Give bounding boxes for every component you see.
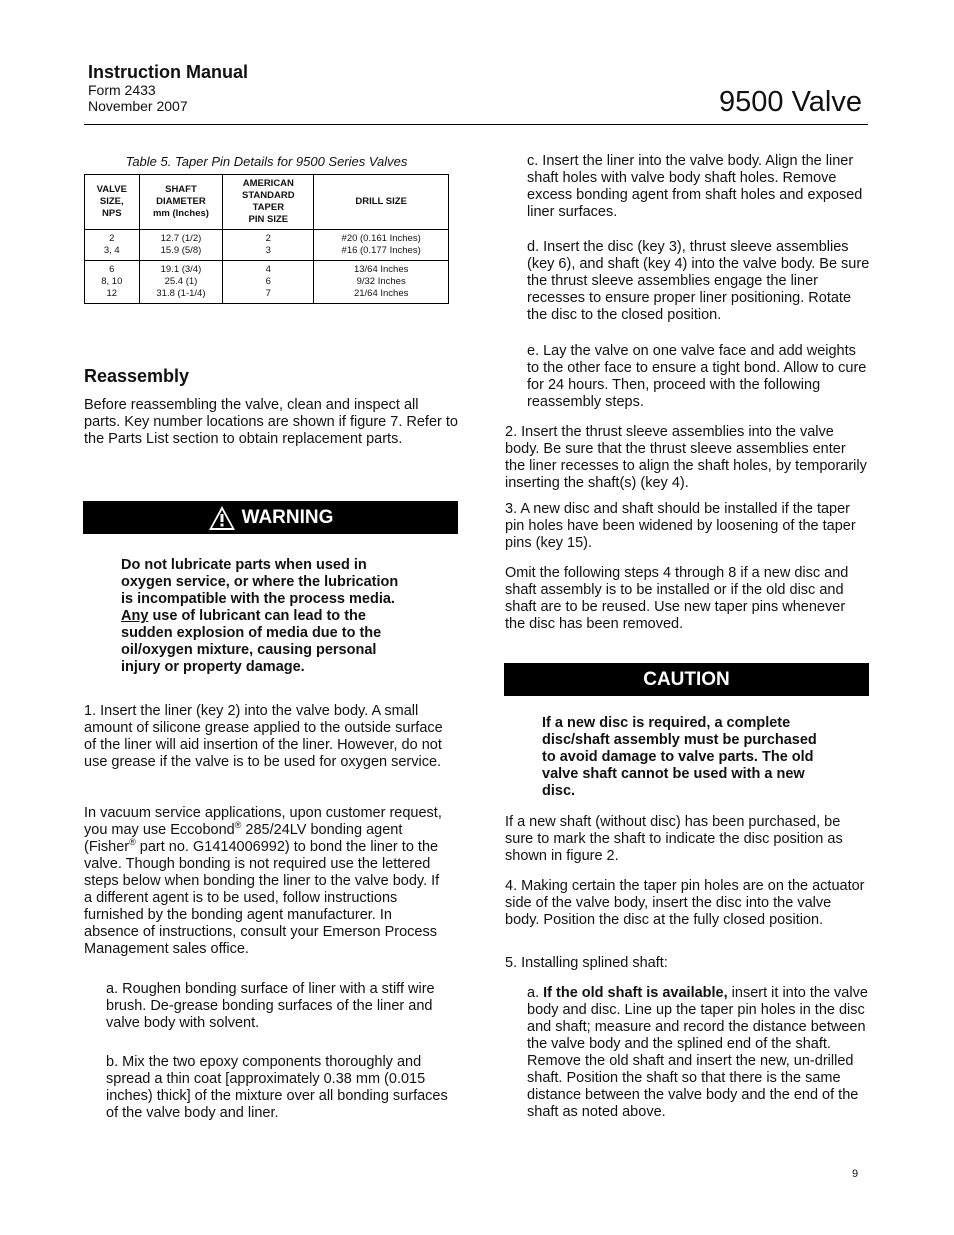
step-c-text: c. Insert the liner into the valve body. Align the liner shaft holes with valve body shaft holes. Remove excess bonding agent from shaft holes and exposed liner surfaces. [527,153,863,220]
caution-label: CAUTION [643,668,730,690]
step-5 [505,955,869,972]
warning-label: WARNING [241,506,334,528]
step-d [527,239,872,324]
step-5-text: 5. Installing splined shaft: [505,955,668,971]
page-number: 9 [852,1168,859,1180]
step-b [106,1054,452,1122]
step-4-text: 4. Making certain the taper pin holes are on the actuator side of the valve body, insert the disc into the valve body. Position the disc at the fully closed position. [505,878,865,928]
step-1-text: 1. Insert the liner (key 2) into the valve body. A small amount of silicone grease applied to the outside surface of the liner will aid insertion of the liner. However, do not use grease if the valve is to be used for oxygen service. [84,703,443,770]
caution-text-body: If a new disc is required, a complete disc/shaft assembly must be purchased to avoid damage to valve parts. The old valve shaft cannot be used with a new disc. [542,715,817,799]
table-cell: 6 8, 10 12 [85,261,140,304]
warning-triangle-icon [208,505,236,531]
warning-text-part2: use of lubricant can lead to the sudden explosion of media due to the oil/oxygen mixture, causing personal injury or property damage. [121,608,382,675]
step-c [527,153,872,221]
table-cell: 19.1 (3/4) 25.4 (1) 31.8 (1-1/4) [139,261,223,304]
header-valve-size: VALVE SIZE, NPS [85,175,140,230]
vacuum-text-c: part no. G1414006992) to bond the liner to the valve. Though bonding is not required use the lettered steps below when bonding the liner to the valve body. If a different agent is to be used, follow instructions furnished by the bonding agent manufacturer. In absence of instructions, consult your Emerson Process Management sales office. [84,839,440,957]
table-cell: 4 6 7 [223,261,314,304]
form-number: Form 2433 [88,82,156,98]
table-cell: 2 3 [223,230,314,261]
step-5a-emphasis: If the old shaft is available, [543,985,728,1001]
table-row [85,261,449,304]
step-a [106,981,452,1032]
header-drill-size: DRILL SIZE [314,175,449,230]
new-shaft-paragraph [505,814,869,865]
vacuum-paragraph [84,805,450,958]
table-cell: 13/64 Inches 9/32 Inches 21/64 Inches [314,261,449,304]
taper-pin-table [84,174,449,304]
vacuum-text-b: 285/24LV bonding agent (Fisher [84,822,403,855]
warning-emphasis-any: Any [121,608,149,624]
intro-paragraph: Before reassembling the valve, clean and inspect all parts. Key number locations are shown if figure 7. Refer to the Parts List section to obtain replacement parts. [84,397,458,447]
omit-paragraph [505,565,869,633]
new-shaft-text: If a new shaft (without disc) has been purchased, be sure to mark the shaft to indicate the disc position as shown in figure 2. [505,814,843,864]
header-shaft-diameter: SHAFT DIAMETER mm (Inches) [139,175,223,230]
step-5a-text: insert it into the valve body and disc. Line up the taper pin holes in the disc and shaft; measure and record the distance between the valve body and the splined end of the shaft. Remove the old shaft and insert the new, un-drilled shaft. Position the shaft so that there is the same distance between the valve body and the end of the shaft as noted above. [527,985,868,1120]
header-pin-size: AMERICAN STANDARD TAPER PIN SIZE [223,175,314,230]
section-heading-reassembly: Reassembly [84,366,190,386]
step-e-text: e. Lay the valve on one valve face and add weights to the other face to ensure a tight bond. Allow to cure for 24 hours. Then, proceed with the following reassembly steps. [527,343,867,410]
registered-mark: ® [129,837,136,848]
step-5a-prefix: a. [527,985,544,1001]
step-3-text: 3. A new disc and shaft should be installed if the taper pin holes have been widened by loosening of the taper pins (key 15). [505,501,856,551]
step-2-text: 2. Insert the thrust sleeve assemblies into the valve body. Be sure that the thrust sleeve assemblies enter the liner recesses to align the shaft holes, by temporarily inserting the shaft(s) (key 4). [505,424,867,491]
header-rule [84,124,868,125]
step-2 [505,424,869,492]
step-3 [505,501,865,552]
table-cell: 2 3, 4 [85,230,140,261]
step-4 [505,878,869,929]
registered-mark: ® [234,820,242,831]
table-cell: #20 (0.161 Inches) #16 (0.177 Inches) [314,230,449,261]
warning-text [121,557,401,676]
document-title: 9500 Valve [719,86,862,118]
caution-text [542,715,822,800]
manual-label: Instruction Manual [88,62,249,82]
table-header-row [85,175,449,230]
omit-text: Omit the following steps 4 through 8 if a new disc and shaft assembly is to be installed or if the old disc and shaft are to be reused. Use new taper pins whenever the disc has been removed. [505,565,849,632]
step-a-text: a. Roughen bonding surface of liner with a stiff wire brush. De-grease bonding surfaces of the liner and valve body with solvent. [106,981,435,1031]
vacuum-text-a: In vacuum service applications, upon customer request, you may use Eccobond [84,805,442,838]
table-caption: Table 5. Taper Pin Details for 9500 Series Valves [125,154,408,169]
table-row [85,230,449,261]
warning-text-part1: Do not lubricate parts when used in oxygen service, or where the lubrication is incompatible with the process media. [121,557,399,607]
caution-banner [504,663,869,696]
step-b-text: b. Mix the two epoxy components thoroughly and spread a thin coat [approximately 0.38 mm (0.015 inches) thick] of the mixture over all bonding surfaces of the valve body and liner. [106,1054,448,1121]
step-d-text: d. Insert the disc (key 3), thrust sleeve assemblies (key 6), and shaft (key 4) into the valve body. Be sure the thrust sleeve assemblies engage the liner recesses to ensure proper liner positioning. Rotate the disc to the closed position. [527,239,870,323]
step-1 [84,703,458,771]
table-cell: 12.7 (1/2) 15.9 (5/8) [139,230,223,261]
publish-date: November 2007 [88,98,188,114]
step-e [527,343,867,411]
step-5a [527,985,872,1121]
warning-banner [83,501,458,534]
reassembly-intro [84,397,458,448]
